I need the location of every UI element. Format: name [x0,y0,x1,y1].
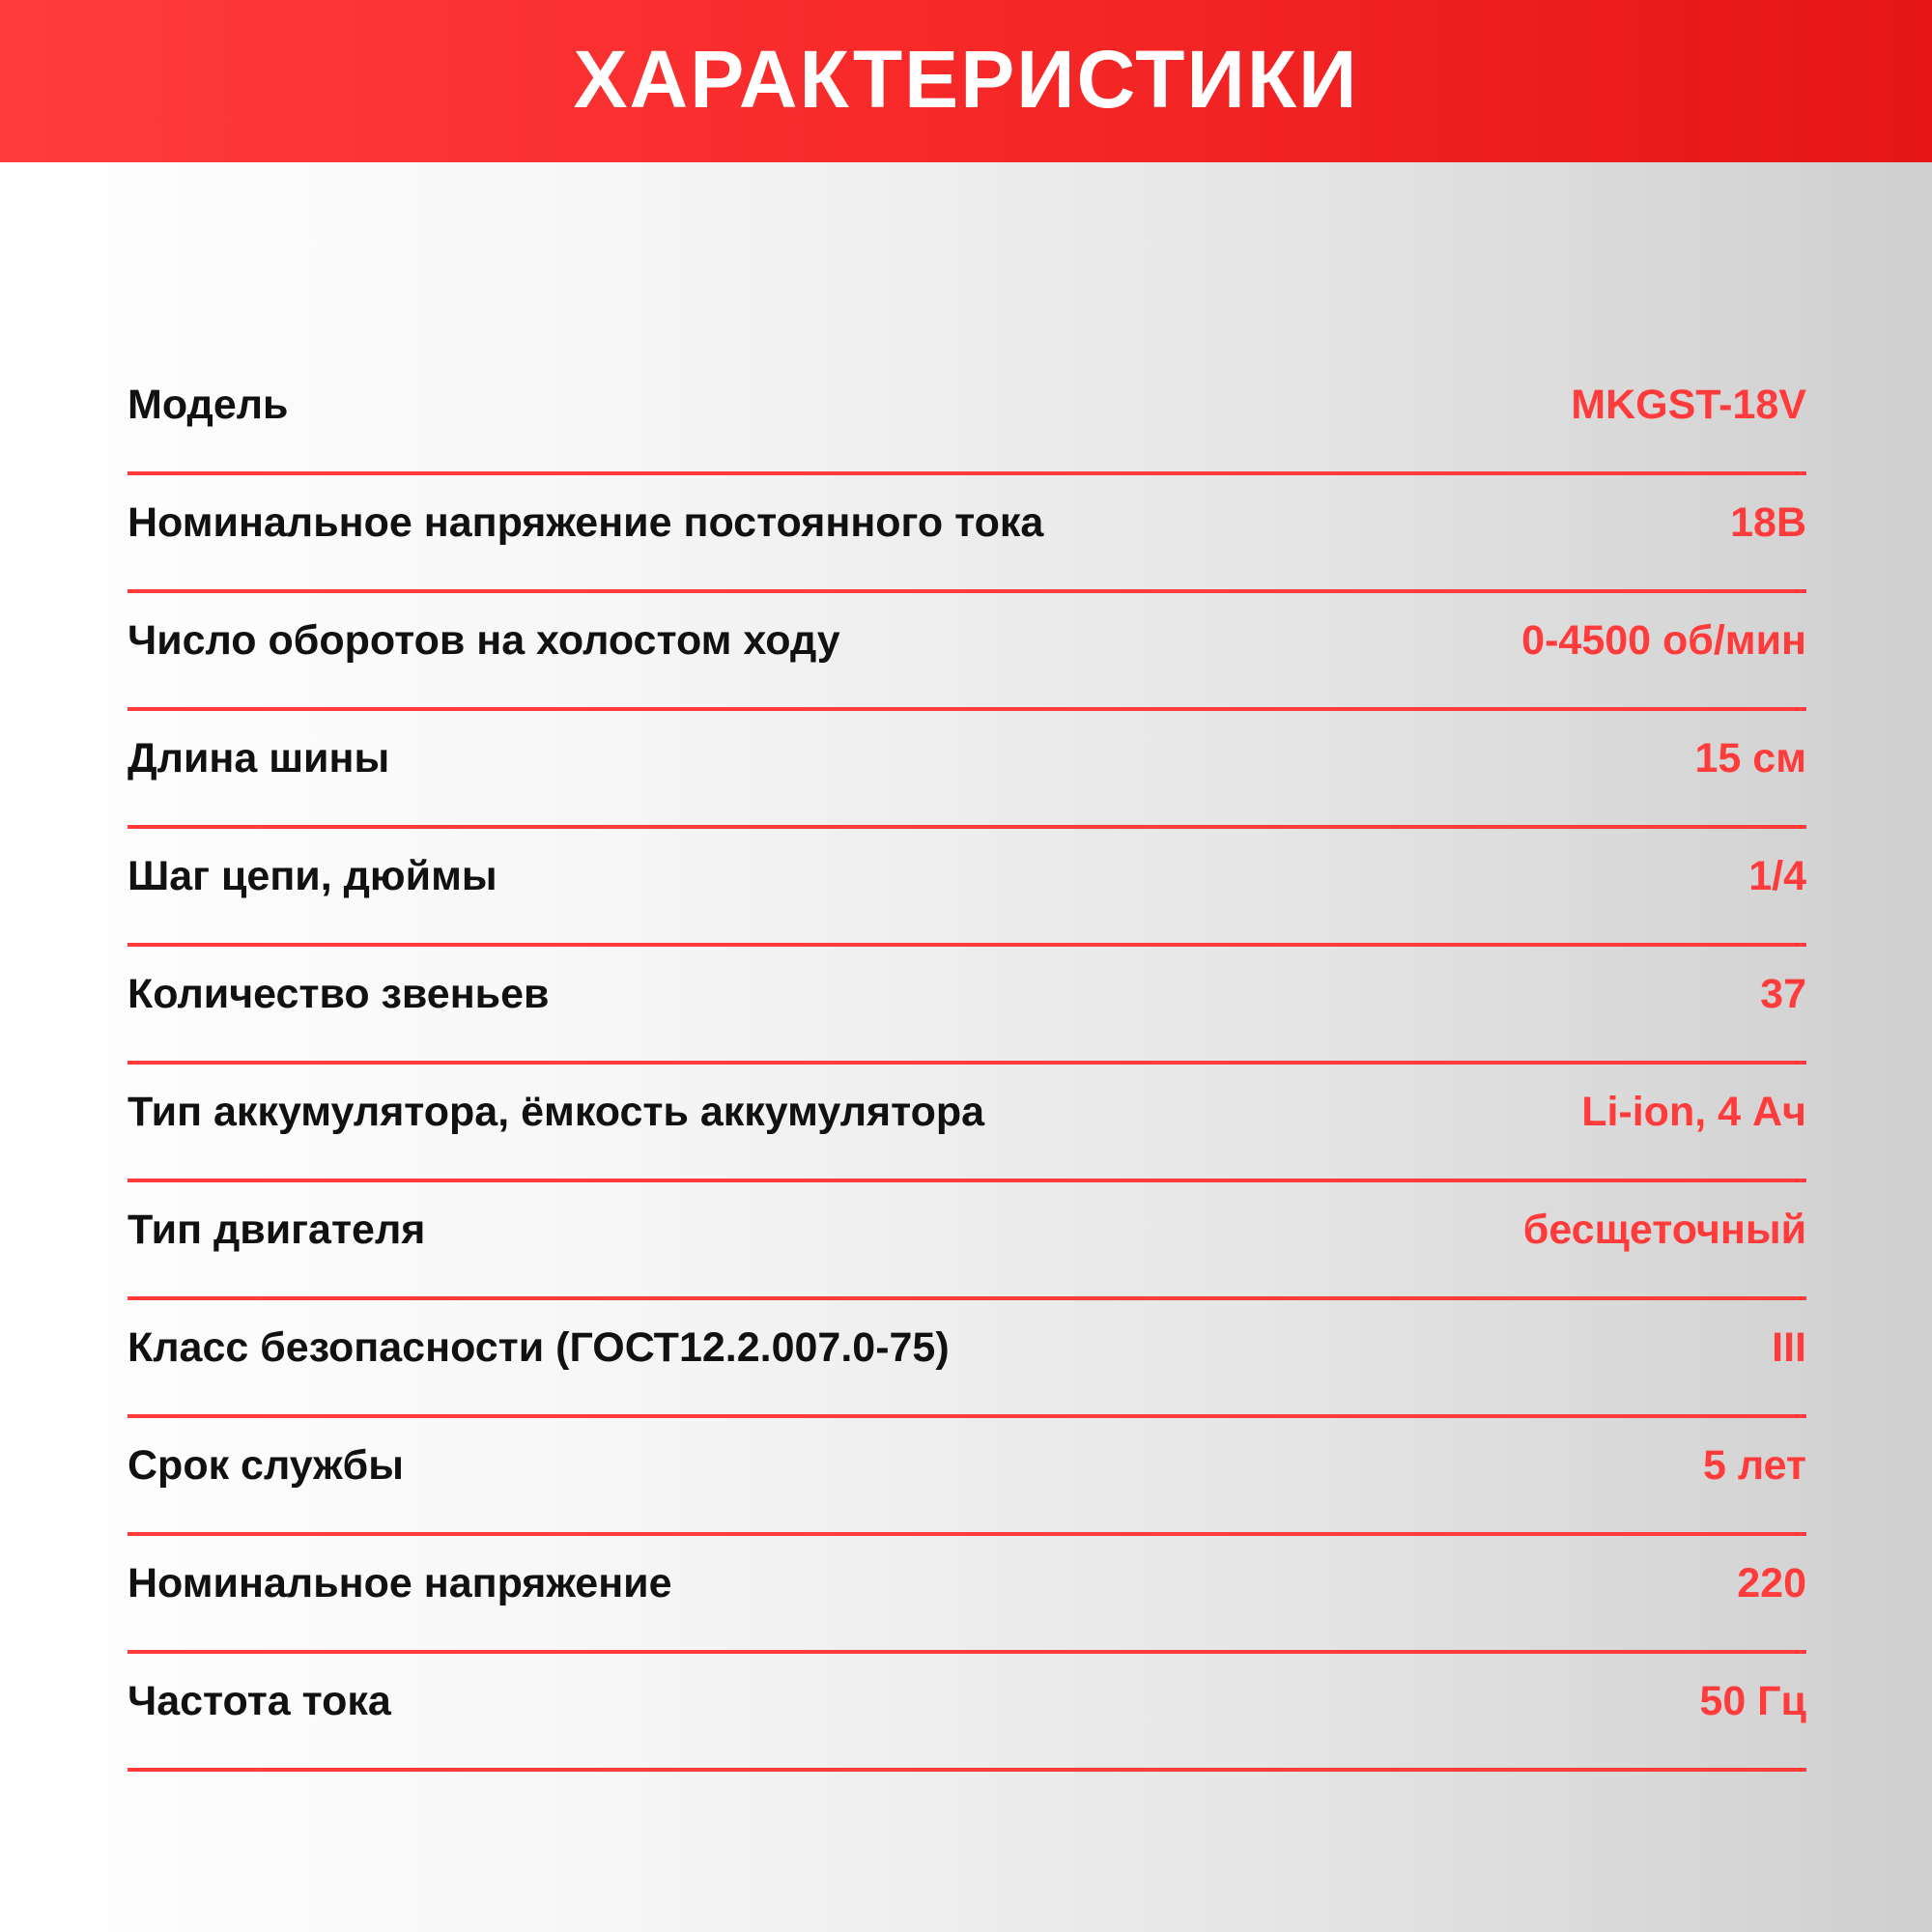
spec-value: MKGST-18V [1571,381,1806,428]
spec-row-idle-speed [128,593,1806,711]
spec-label: Класс безопасности (ГОСТ12.2.007.0-75) [128,1323,950,1371]
spec-value: 220 [1737,1559,1806,1606]
spec-value: 37 [1760,970,1806,1017]
header-banner [0,0,1932,162]
spec-label: Номинальное напряжение [128,1559,672,1606]
spec-row-service-life [128,1418,1806,1536]
spec-label: Количество звеньев [128,970,550,1017]
spec-row-safety-class [128,1300,1806,1418]
spec-row-link-count [128,947,1806,1065]
spec-value: 15 см [1694,734,1806,781]
spec-label: Длина шины [128,734,390,781]
spec-row-motor-type [128,1182,1806,1300]
specs-table [128,357,1806,1772]
spec-value: 18В [1730,498,1806,546]
spec-label: Частота тока [128,1677,391,1724]
spec-row-battery [128,1065,1806,1182]
spec-label: Номинальное напряжение постоянного тока [128,498,1044,546]
spec-label: Срок службы [128,1441,404,1489]
spec-label: Шаг цепи, дюймы [128,852,497,899]
spec-row-bar-length [128,711,1806,829]
spec-value: 1/4 [1748,852,1806,899]
spec-row-model [128,357,1806,475]
spec-value: III [1772,1323,1806,1371]
spec-value: бесщеточный [1522,1206,1806,1253]
spec-value: 0-4500 об/мин [1521,616,1806,664]
spec-label: Тип аккумулятора, ёмкость аккумулятора [128,1088,985,1135]
spec-value: 50 Гц [1699,1677,1806,1724]
spec-label: Модель [128,381,289,428]
spec-label: Тип двигателя [128,1206,426,1253]
spec-row-chain-pitch [128,829,1806,947]
spec-value: Li-ion, 4 Ач [1581,1088,1806,1135]
spec-label: Число оборотов на холостом ходу [128,616,840,664]
page-title: ХАРАКТЕРИСТИКИ [573,33,1359,125]
spec-value: 5 лет [1702,1441,1806,1489]
spec-row-dc-voltage [128,475,1806,593]
spec-row-rated-voltage [128,1536,1806,1654]
spec-row-frequency [128,1654,1806,1772]
